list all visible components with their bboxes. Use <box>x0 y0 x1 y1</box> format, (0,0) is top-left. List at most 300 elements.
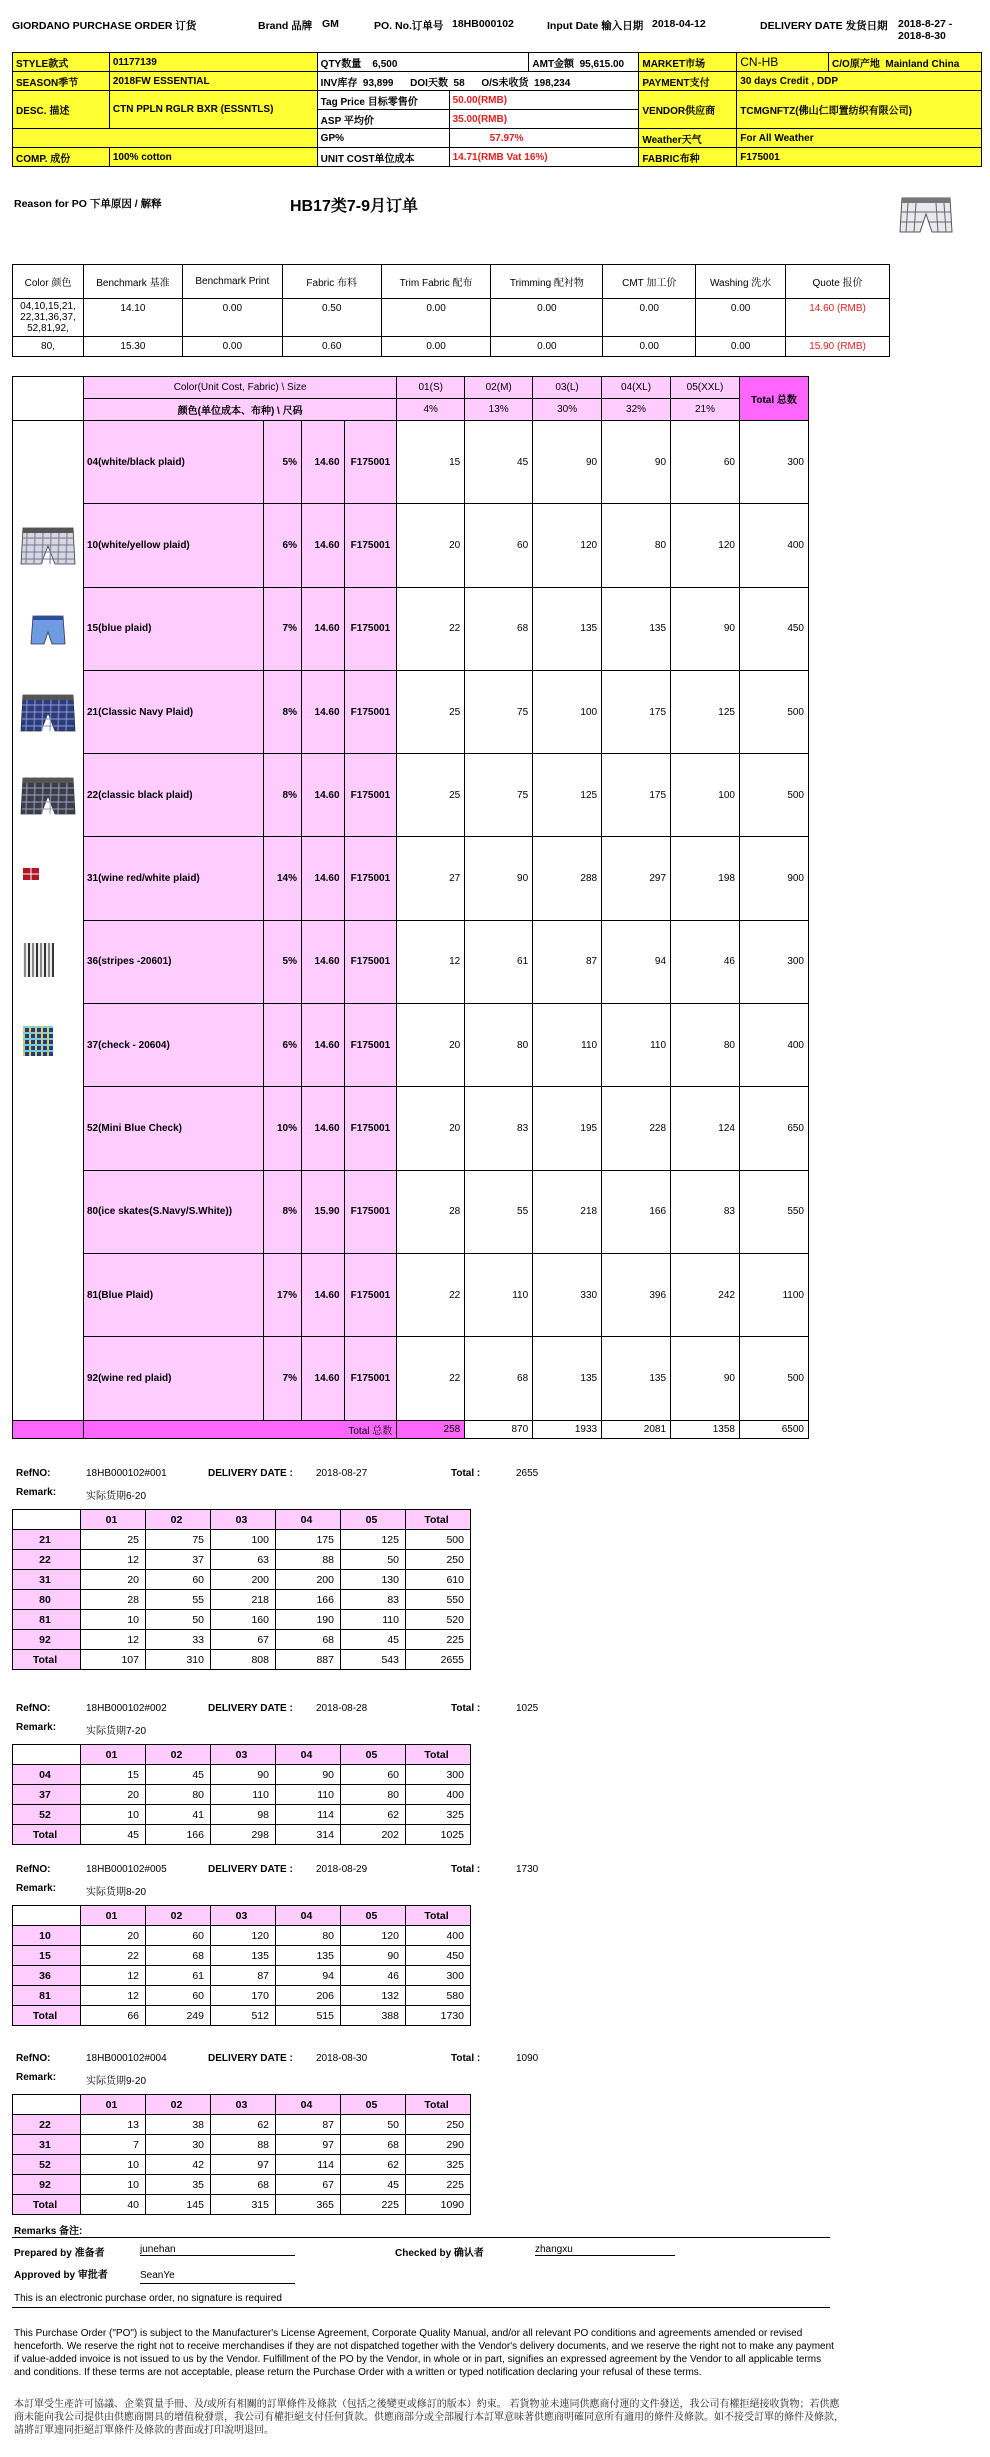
delivery-qty: 310 <box>146 1650 211 1670</box>
unit-cost: 14.60 <box>301 1337 344 1420</box>
delivery-qty: 1730 <box>406 2006 471 2026</box>
delivery-ref-line <box>16 2053 616 2067</box>
delivery-color-code: Total <box>13 2006 81 2026</box>
color-swatch-cell <box>13 587 84 670</box>
delivery-range-1: 2018-8-27 - <box>898 18 953 30</box>
fabric-label: FABRIC布种 <box>639 148 737 167</box>
delivery-date-value: 2018-08-29 <box>316 1864 368 1875</box>
delivery-color-code: 37 <box>13 1785 81 1805</box>
benchmark-table <box>12 264 890 357</box>
row-total: 300 <box>739 920 808 1003</box>
color-pct: 8% <box>264 670 302 753</box>
size-qty: 110 <box>602 1004 671 1087</box>
fabric-code: F175001 <box>344 837 397 920</box>
delivery-qty: 512 <box>211 2006 276 2026</box>
delivery-qty: 500 <box>406 1530 471 1550</box>
delivery-qty: 10 <box>81 1805 146 1825</box>
benchmark-cell: 0.00 <box>381 337 491 357</box>
total-value: 1025 <box>516 1703 539 1714</box>
benchmark-cell: 0.00 <box>182 337 282 357</box>
fabric-code: F175001 <box>344 754 397 837</box>
asp-label: ASP 平均价 <box>317 110 449 129</box>
delivery-row <box>13 1986 471 2006</box>
delivery-col-header: 05 <box>341 1906 406 1926</box>
benchmark-cell: 04,10,15,21, 22,31,36,37, 52,81,92, <box>13 299 84 337</box>
delivery-qty: 75 <box>146 1530 211 1550</box>
size-qty: 25 <box>397 754 465 837</box>
delivery-size-table <box>12 1509 471 1670</box>
delivery-qty: 110 <box>211 1785 276 1805</box>
delivery-qty: 66 <box>81 2006 146 2026</box>
size-qty: 90 <box>533 421 602 504</box>
size-qty: 90 <box>602 421 671 504</box>
delivery-size-table <box>12 1905 471 2026</box>
delivery-row <box>13 1650 471 1670</box>
color-name: 10(white/yellow plaid) <box>83 504 263 587</box>
benchmark-row <box>13 299 890 337</box>
size-qty: 90 <box>465 837 533 920</box>
ref-label: RefNO: <box>16 1468 51 1479</box>
matrix-row <box>13 1253 809 1336</box>
size-qty: 135 <box>533 1337 602 1420</box>
delivery-qty: 300 <box>406 1966 471 1986</box>
size-header: 03(L) <box>533 377 602 399</box>
delivery-qty: 206 <box>276 1986 341 2006</box>
ref-value: 18HB000102#005 <box>86 1864 167 1875</box>
delivery-row <box>13 1630 471 1650</box>
info-grid <box>12 52 982 167</box>
delivery-row <box>13 1926 471 1946</box>
color-pct: 5% <box>264 421 302 504</box>
unit-cost: 14.60 <box>301 670 344 753</box>
row-total: 450 <box>739 587 808 670</box>
benchmark-row <box>13 337 890 357</box>
total-label: Total : <box>451 1703 481 1714</box>
row-total: 650 <box>739 1087 808 1170</box>
matrix-total-row <box>13 1420 809 1438</box>
row-total: 400 <box>739 1004 808 1087</box>
delivery-qty: 46 <box>341 1966 406 1986</box>
delivery-col-header: Total <box>406 2095 471 2115</box>
matrix-total-cell: 1933 <box>533 1420 602 1438</box>
delivery-qty: 62 <box>341 1805 406 1825</box>
delivery-qty: 60 <box>341 1765 406 1785</box>
matrix-header-top: Color(Unit Cost, Fabric) \ Size <box>83 377 396 399</box>
benchmark-quote: 15.90 (RMB) <box>786 337 890 357</box>
delivery-qty: 290 <box>406 2135 471 2155</box>
delivery-row <box>13 2175 471 2195</box>
delivery-size-table <box>12 2094 471 2215</box>
delivery-qty: 68 <box>211 2175 276 2195</box>
color-swatch-cell <box>13 1087 84 1170</box>
delivery-qty: 28 <box>81 1590 146 1610</box>
color-pct: 8% <box>264 754 302 837</box>
color-swatch-image <box>19 604 77 654</box>
delivery-qty: 166 <box>276 1590 341 1610</box>
size-qty: 120 <box>533 504 602 587</box>
delivery-qty: 10 <box>81 2155 146 2175</box>
delivery-col-header: 03 <box>211 1745 276 1765</box>
size-qty: 195 <box>533 1087 602 1170</box>
delivery-qty: 20 <box>81 1785 146 1805</box>
input-date-value: 2018-04-12 <box>652 18 706 30</box>
color-name: 92(wine red plaid) <box>83 1337 263 1420</box>
size-qty: 228 <box>602 1087 671 1170</box>
size-qty: 166 <box>602 1170 671 1253</box>
size-qty: 198 <box>671 837 740 920</box>
delivery-qty: 63 <box>211 1550 276 1570</box>
delivery-color-code: 22 <box>13 1550 81 1570</box>
delivery-qty: 250 <box>406 1550 471 1570</box>
delivery-qty: 50 <box>146 1610 211 1630</box>
delivery-qty: 12 <box>81 1550 146 1570</box>
delivery-qty: 60 <box>146 1570 211 1590</box>
fabric-code: F175001 <box>344 670 397 753</box>
benchmark-header: Trimming 配衬物 <box>491 265 603 299</box>
color-swatch-cell <box>13 754 84 837</box>
unit-cost-value: 14.71(RMB Vat 16%) <box>449 148 639 167</box>
color-swatch-image <box>19 937 77 987</box>
co-cell: C/O原产地 Mainland China <box>829 53 982 72</box>
size-qty: 90 <box>671 587 740 670</box>
color-swatch-cell <box>13 670 84 753</box>
delivery-qty: 120 <box>211 1926 276 1946</box>
size-qty: 20 <box>397 1087 465 1170</box>
fabric-code: F175001 <box>344 1087 397 1170</box>
delivery-col-header: 04 <box>276 1906 341 1926</box>
delivery-date-label: DELIVERY DATE : <box>208 1468 293 1479</box>
size-qty: 110 <box>533 1004 602 1087</box>
delivery-col-header: 02 <box>146 1906 211 1926</box>
delivery-color-code: 36 <box>13 1966 81 1986</box>
delivery-ref-line <box>16 1703 616 1717</box>
reason-label: Reason for PO 下单原因 / 解释 <box>14 198 162 210</box>
delivery-col-header: 04 <box>276 1510 341 1530</box>
ref-value: 18HB000102#001 <box>86 1468 167 1479</box>
delivery-qty: 225 <box>406 1630 471 1650</box>
delivery-qty: 114 <box>276 1805 341 1825</box>
delivery-col-header: 02 <box>146 2095 211 2115</box>
matrix-total-cell: 870 <box>465 1420 533 1438</box>
delivery-qty: 580 <box>406 1986 471 2006</box>
delivery-qty: 98 <box>211 1805 276 1825</box>
delivery-ref-line <box>16 1864 616 1878</box>
delivery-date-label: DELIVERY DATE : <box>208 2053 293 2064</box>
delivery-col-header: 05 <box>341 2095 406 2115</box>
color-pct: 7% <box>264 587 302 670</box>
delivery-qty: 887 <box>276 1650 341 1670</box>
matrix-row <box>13 920 809 1003</box>
fabric-code: F175001 <box>344 504 397 587</box>
remark-line <box>16 1722 316 1736</box>
delivery-qty: 250 <box>406 2115 471 2135</box>
benchmark-header: Trim Fabric 配布 <box>381 265 491 299</box>
size-qty: 27 <box>397 837 465 920</box>
delivery-qty: 110 <box>276 1785 341 1805</box>
delivery-col-header: Total <box>406 1745 471 1765</box>
remark-label: Remark: <box>16 2072 57 2083</box>
size-qty: 60 <box>465 504 533 587</box>
divider <box>12 2237 830 2238</box>
size-qty: 125 <box>533 754 602 837</box>
delivery-qty: 450 <box>406 1946 471 1966</box>
delivery-qty: 60 <box>146 1986 211 2006</box>
color-pct: 6% <box>264 1004 302 1087</box>
delivery-qty: 365 <box>276 2195 341 2215</box>
color-name: 31(wine red/white plaid) <box>83 837 263 920</box>
delivery-col-header: 01 <box>81 1906 146 1926</box>
size-matrix <box>12 376 809 1439</box>
delivery-qty: 135 <box>276 1946 341 1966</box>
remark-label: Remark: <box>16 1883 57 1894</box>
size-qty: 22 <box>397 1253 465 1336</box>
color-swatch-image <box>19 854 77 904</box>
delivery-qty: 60 <box>146 1926 211 1946</box>
delivery-qty: 225 <box>406 2175 471 2195</box>
delivery-qty: 130 <box>341 1570 406 1590</box>
delivery-qty: 110 <box>341 1610 406 1630</box>
delivery-qty: 80 <box>341 1785 406 1805</box>
benchmark-cell: 0.00 <box>491 299 603 337</box>
delivery-qty: 13 <box>81 2115 146 2135</box>
color-pct: 8% <box>264 1170 302 1253</box>
delivery-qty: 808 <box>211 1650 276 1670</box>
delivery-color-code: 22 <box>13 2115 81 2135</box>
input-date-label: Input Date 输入日期 <box>547 20 644 32</box>
delivery-qty: 400 <box>406 1926 471 1946</box>
delivery-qty: 2655 <box>406 1650 471 1670</box>
size-pct: 32% <box>602 399 671 421</box>
benchmark-cell: 0.00 <box>491 337 603 357</box>
size-qty: 242 <box>671 1253 740 1336</box>
delivery-qty: 15 <box>81 1765 146 1785</box>
row-total: 1100 <box>739 1253 808 1336</box>
size-header: 04(XL) <box>602 377 671 399</box>
delivery-col-header: 03 <box>211 1510 276 1530</box>
matrix-row <box>13 504 809 587</box>
delivery-qty: 1090 <box>406 2195 471 2215</box>
color-name: 04(white/black plaid) <box>83 421 263 504</box>
delivery-qty: 45 <box>341 2175 406 2195</box>
delivery-qty: 22 <box>81 1946 146 1966</box>
delivery-col-header: 04 <box>276 1745 341 1765</box>
remark-value: 实际货期8-20 <box>86 1887 147 1898</box>
size-qty: 22 <box>397 587 465 670</box>
delivery-col-header: Total <box>406 1510 471 1530</box>
color-pct: 5% <box>264 920 302 1003</box>
benchmark-cell: 0.00 <box>603 299 696 337</box>
benchmark-cell: 80, <box>13 337 84 357</box>
company-title: GIORDANO PURCHASE ORDER 订货 <box>12 20 197 32</box>
delivery-size-table <box>12 1744 471 1845</box>
color-pct: 17% <box>264 1253 302 1336</box>
delivery-qty: 62 <box>341 2155 406 2175</box>
matrix-row <box>13 421 809 504</box>
delivery-row <box>13 1785 471 1805</box>
delivery-qty: 94 <box>276 1966 341 1986</box>
divider <box>12 2307 830 2308</box>
benchmark-cell: 0.00 <box>603 337 696 357</box>
color-pct: 6% <box>264 504 302 587</box>
size-qty: 125 <box>671 670 740 753</box>
delivery-qty: 90 <box>211 1765 276 1785</box>
delivery-color-code: 52 <box>13 2155 81 2175</box>
delivery-row <box>13 1550 471 1570</box>
delivery-qty: 41 <box>146 1805 211 1825</box>
size-qty: 94 <box>602 920 671 1003</box>
delivery-qty: 107 <box>81 1650 146 1670</box>
fabric-code: F175001 <box>344 1253 397 1336</box>
size-pct: 4% <box>397 399 465 421</box>
size-qty: 124 <box>671 1087 740 1170</box>
delivery-row <box>13 1825 471 1845</box>
order-title: HB17类7-9月订单 <box>290 198 419 215</box>
size-qty: 135 <box>602 1337 671 1420</box>
delivery-qty: 1025 <box>406 1825 471 1845</box>
unit-cost: 14.60 <box>301 920 344 1003</box>
delivery-row <box>13 1590 471 1610</box>
benchmark-header: Color 颜色 <box>13 265 84 299</box>
matrix-row <box>13 1087 809 1170</box>
delivery-row <box>13 1946 471 1966</box>
delivery-qty: 90 <box>341 1946 406 1966</box>
size-qty: 15 <box>397 421 465 504</box>
delivery-color-code: 81 <box>13 1610 81 1630</box>
delivery-qty: 298 <box>211 1825 276 1845</box>
tag-value: 50.00(RMB) <box>449 91 639 110</box>
color-name: 80(ice skates(S.Navy/S.White)) <box>83 1170 263 1253</box>
delivery-col-header: 01 <box>81 1745 146 1765</box>
ref-label: RefNO: <box>16 1864 51 1875</box>
size-qty: 135 <box>533 587 602 670</box>
delivery-row <box>13 2195 471 2215</box>
delivery-date-value: 2018-08-28 <box>316 1703 368 1714</box>
desc-label: DESC. 描述 <box>13 91 110 129</box>
remark-label: Remark: <box>16 1487 57 1498</box>
delivery-qty: 388 <box>341 2006 406 2026</box>
delivery-header-row <box>13 1510 471 1530</box>
matrix-row <box>13 754 809 837</box>
delivery-col-header: Total <box>406 1906 471 1926</box>
delivery-date-label: DELIVERY DATE : <box>208 1703 293 1714</box>
size-qty: 45 <box>465 421 533 504</box>
delivery-ref-line <box>16 1468 616 1482</box>
size-qty: 80 <box>465 1004 533 1087</box>
weather-label: Weather天气 <box>639 129 737 148</box>
size-qty: 75 <box>465 670 533 753</box>
delivery-qty: 325 <box>406 2155 471 2175</box>
unit-cost: 15.90 <box>301 1170 344 1253</box>
delivery-qty: 132 <box>341 1986 406 2006</box>
delivery-qty: 37 <box>146 1550 211 1570</box>
size-qty: 110 <box>465 1253 533 1336</box>
delivery-qty: 7 <box>81 2135 146 2155</box>
delivery-qty: 249 <box>146 2006 211 2026</box>
delivery-qty: 33 <box>146 1630 211 1650</box>
size-qty: 175 <box>602 670 671 753</box>
qty-cell: QTY数量 6,500 <box>317 53 529 72</box>
size-qty: 28 <box>397 1170 465 1253</box>
remark-value: 实际货期7-20 <box>86 1726 147 1737</box>
delivery-qty: 20 <box>81 1926 146 1946</box>
delivery-qty: 100 <box>211 1530 276 1550</box>
size-header: 05(XXL) <box>671 377 740 399</box>
color-name: 36(stripes -20601) <box>83 920 263 1003</box>
delivery-qty: 50 <box>341 2115 406 2135</box>
delivery-qty: 145 <box>146 2195 211 2215</box>
po-value: 18HB000102 <box>452 18 514 30</box>
delivery-qty: 325 <box>406 1805 471 1825</box>
payment-value: 30 days Credit , DDP <box>737 72 982 91</box>
size-qty: 61 <box>465 920 533 1003</box>
delivery-qty: 97 <box>211 2155 276 2175</box>
row-total: 900 <box>739 837 808 920</box>
approved-label: Approved by 审批者 <box>14 2270 108 2281</box>
delivery-col-header: 03 <box>211 2095 276 2115</box>
delivery-col-header: 01 <box>81 1510 146 1530</box>
delivery-row <box>13 2155 471 2175</box>
matrix-row <box>13 837 809 920</box>
delivery-qty: 202 <box>341 1825 406 1845</box>
season-label: SEASON季节 <box>13 72 110 91</box>
delivery-color-code: Total <box>13 1650 81 1670</box>
asp-value: 35.00(RMB) <box>449 110 639 129</box>
benchmark-cell: 0.00 <box>696 337 786 357</box>
delivery-row <box>13 1610 471 1630</box>
delivery-qty: 12 <box>81 1966 146 1986</box>
size-qty: 75 <box>465 754 533 837</box>
delivery-row <box>13 1570 471 1590</box>
delivery-color-code: 31 <box>13 2135 81 2155</box>
delivery-qty: 25 <box>81 1530 146 1550</box>
total-label: Total : <box>451 1468 481 1479</box>
size-pct: 21% <box>671 399 740 421</box>
size-qty: 55 <box>465 1170 533 1253</box>
checked-label: Checked by 确认者 <box>395 2248 484 2259</box>
weather-value: For All Weather <box>737 129 982 148</box>
delivery-qty: 135 <box>211 1946 276 1966</box>
delivery-qty: 12 <box>81 1986 146 2006</box>
delivery-qty: 315 <box>211 2195 276 2215</box>
unit-cost: 14.60 <box>301 504 344 587</box>
delivery-header-row <box>13 2095 471 2115</box>
delivery-color-code: 04 <box>13 1765 81 1785</box>
color-swatch-image <box>19 1020 77 1070</box>
delivery-qty: 120 <box>341 1926 406 1946</box>
electronic-note: This is an electronic purchase order, no signature is required <box>14 2293 282 2304</box>
matrix-row <box>13 1337 809 1420</box>
size-qty: 20 <box>397 1004 465 1087</box>
delivery-col-header: 01 <box>81 2095 146 2115</box>
row-total: 500 <box>739 1337 808 1420</box>
delivery-date-value: 2018-08-30 <box>316 2053 368 2064</box>
size-qty: 83 <box>671 1170 740 1253</box>
remark-line <box>16 2072 316 2086</box>
delivery-qty: 50 <box>341 1550 406 1570</box>
delivery-qty: 35 <box>146 2175 211 2195</box>
color-name: 37(check - 20604) <box>83 1004 263 1087</box>
matrix-body <box>13 421 809 1421</box>
total-value: 1090 <box>516 2053 539 2064</box>
season-value: 2018FW ESSENTIAL <box>109 72 317 91</box>
benchmark-cell: 0.00 <box>381 299 491 337</box>
market-value: CN-HB <box>737 53 829 72</box>
approved-value: SeanYe <box>140 2270 295 2284</box>
comp-value: 100% cotton <box>109 148 317 167</box>
delivery-qty: 160 <box>211 1610 276 1630</box>
delivery-row <box>13 1765 471 1785</box>
delivery-color-code: 52 <box>13 1805 81 1825</box>
